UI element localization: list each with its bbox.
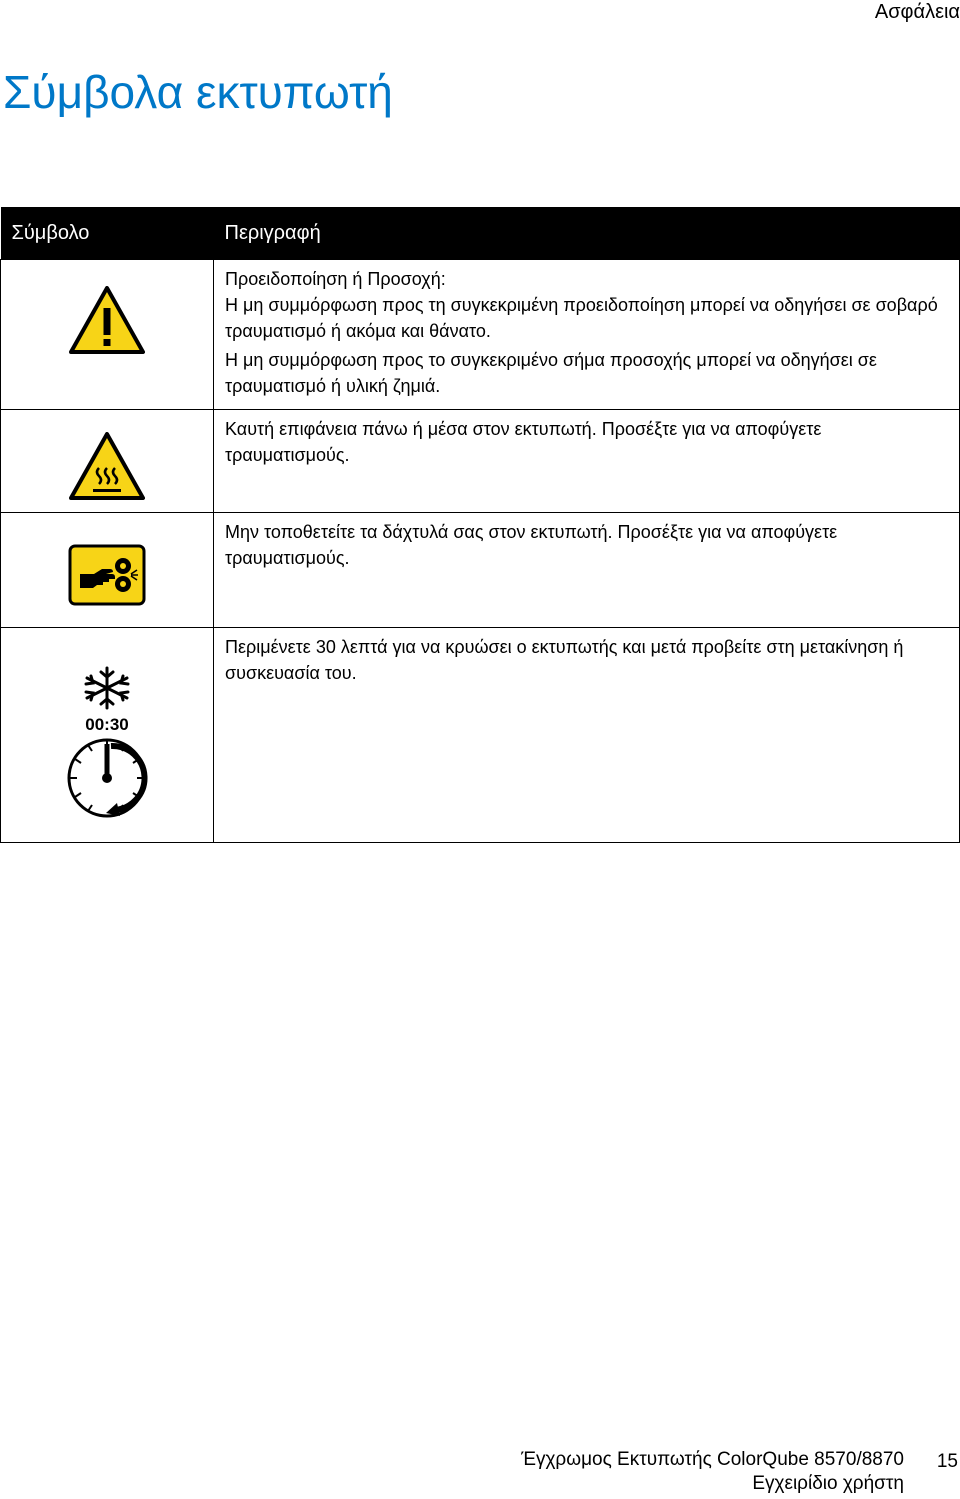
- footer-doc: Εγχειρίδιο χρήστη: [752, 1473, 904, 1494]
- column-header-symbol: Σύμβολο: [1, 207, 214, 260]
- description-cell: [214, 410, 960, 513]
- snowflake-icon: [86, 668, 128, 708]
- description-text: Μην τοποθετείτε τα δάχτυλά σας στον εκτυπωτή. Προσέξτε για να αποφύγετε τραυματισμούς.: [225, 522, 838, 568]
- clock-icon: [69, 740, 145, 816]
- description-cell: [214, 513, 960, 628]
- hot-surface-icon: [69, 432, 145, 500]
- running-header: Ασφάλεια: [874, 1, 960, 23]
- description-cell: [214, 628, 960, 843]
- description-text: Περιμένετε 30 λεπτά για να κρυώσει ο εκτυπωτής και μετά προβείτε στη μετακίνηση ή συσκευασία του.: [225, 637, 904, 683]
- description-text: Προειδοποίηση ή Προσοχή:: [225, 269, 446, 289]
- column-header-description: Περιγραφή: [214, 207, 960, 260]
- footer-product: Έγχρωμος Εκτυπωτής ColorQube 8570/8870: [521, 1449, 904, 1470]
- page-number: 15: [936, 1451, 958, 1472]
- description-text: Η μη συμμόρφωση προς τη συγκεκριμένη προειδοποίηση μπορεί να οδηγήσει σε σοβαρό τραυματισμό ή ακόμα και θάνατο.: [225, 295, 938, 341]
- table-row: [1, 410, 960, 513]
- symbol-cell: [1, 260, 214, 410]
- description-text: Η μη συμμόρφωση προς το συγκεκριμένο σήμα προσοχής μπορεί να οδηγήσει σε τραυματισμό ή υλική ζημιά.: [225, 350, 877, 396]
- timer-label: 00:30: [85, 715, 129, 734]
- footer: [521, 1448, 904, 1496]
- symbol-cell: [1, 628, 214, 843]
- description-text: Καυτή επιφάνεια πάνω ή μέσα στον εκτυπωτή. Προσέξτε για να αποφύγετε τραυματισμούς.: [225, 419, 822, 465]
- description-cell: [214, 260, 960, 410]
- cooldown-timer-icon: [62, 664, 152, 824]
- page-title: Σύμβολα εκτυπωτή: [3, 66, 393, 118]
- table-row: [1, 260, 960, 410]
- table-header-row: [1, 207, 960, 260]
- pinch-hand-icon: [68, 544, 146, 606]
- symbol-cell: [1, 513, 214, 628]
- table-row: [1, 628, 960, 843]
- table-row: [1, 513, 960, 628]
- warning-exclamation-icon: [69, 286, 145, 354]
- symbol-cell: [1, 410, 214, 513]
- symbols-table: [0, 207, 960, 843]
